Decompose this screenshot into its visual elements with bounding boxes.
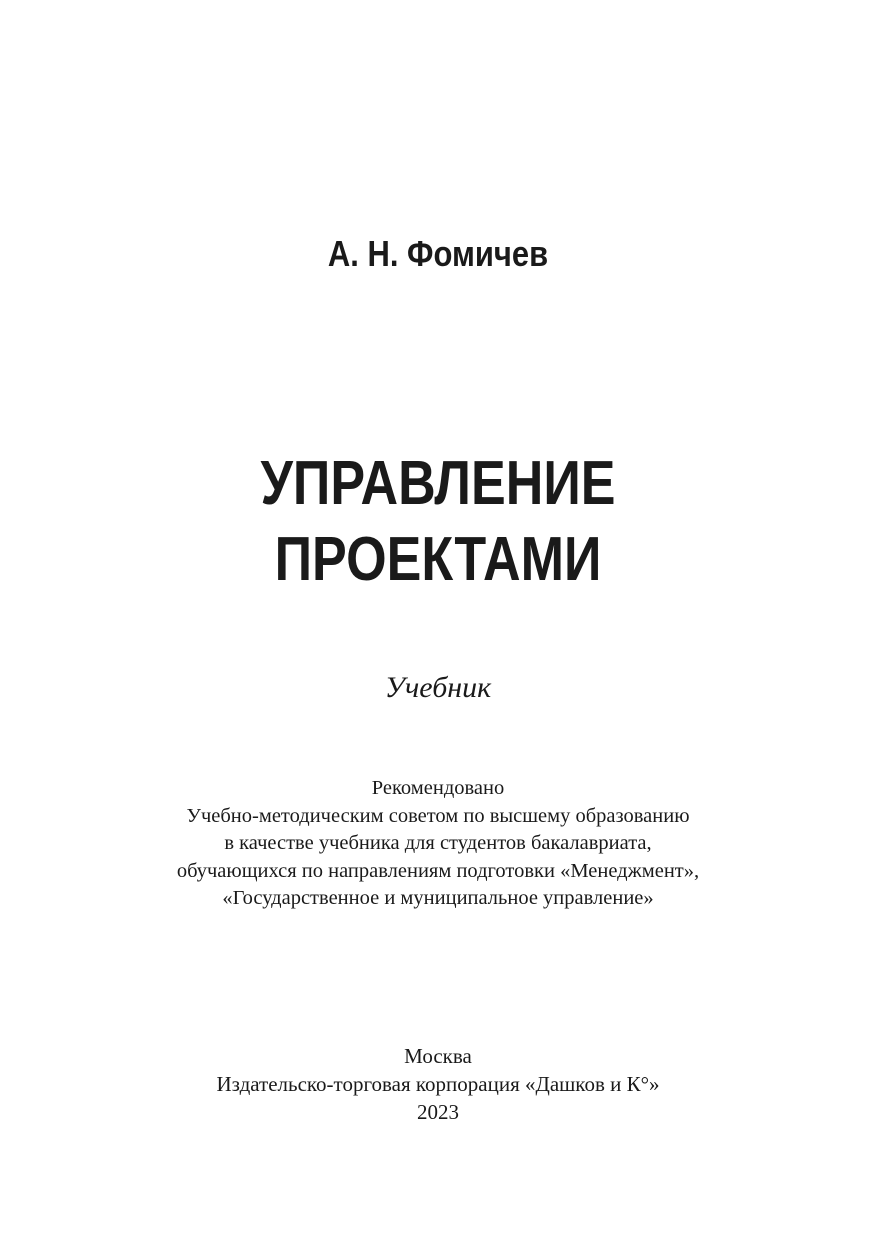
book-title (70, 446, 806, 598)
imprint-city: Москва (404, 1044, 472, 1068)
book-subtitle: Учебник (384, 671, 492, 704)
imprint-publisher: Издательско-торговая корпорация «Дашков и К°» (216, 1072, 660, 1096)
publisher-imprint (0, 1042, 876, 1126)
recommendation-line-5: «Государственное и муниципальное управление» (222, 887, 654, 909)
recommendation-line-4: обучающихся по направлениям подготовки «Менеджмент», (176, 859, 700, 882)
recommendation-line-2: Учебно-методическим советом по высшему образованию (186, 804, 690, 827)
recommendation-line-3: в качестве учебника для студентов бакалавриата, (224, 832, 652, 854)
book-title-line-2: ПРОЕКТАМИ (274, 525, 602, 594)
imprint-year: 2023 (417, 1100, 459, 1124)
recommendation-block (0, 775, 876, 913)
book-title-line-1: УПРАВЛЕНИЕ (260, 449, 616, 518)
recommendation-line-1: Рекомендовано (371, 777, 505, 799)
author-name: А. Н. Фомичев (327, 233, 549, 274)
